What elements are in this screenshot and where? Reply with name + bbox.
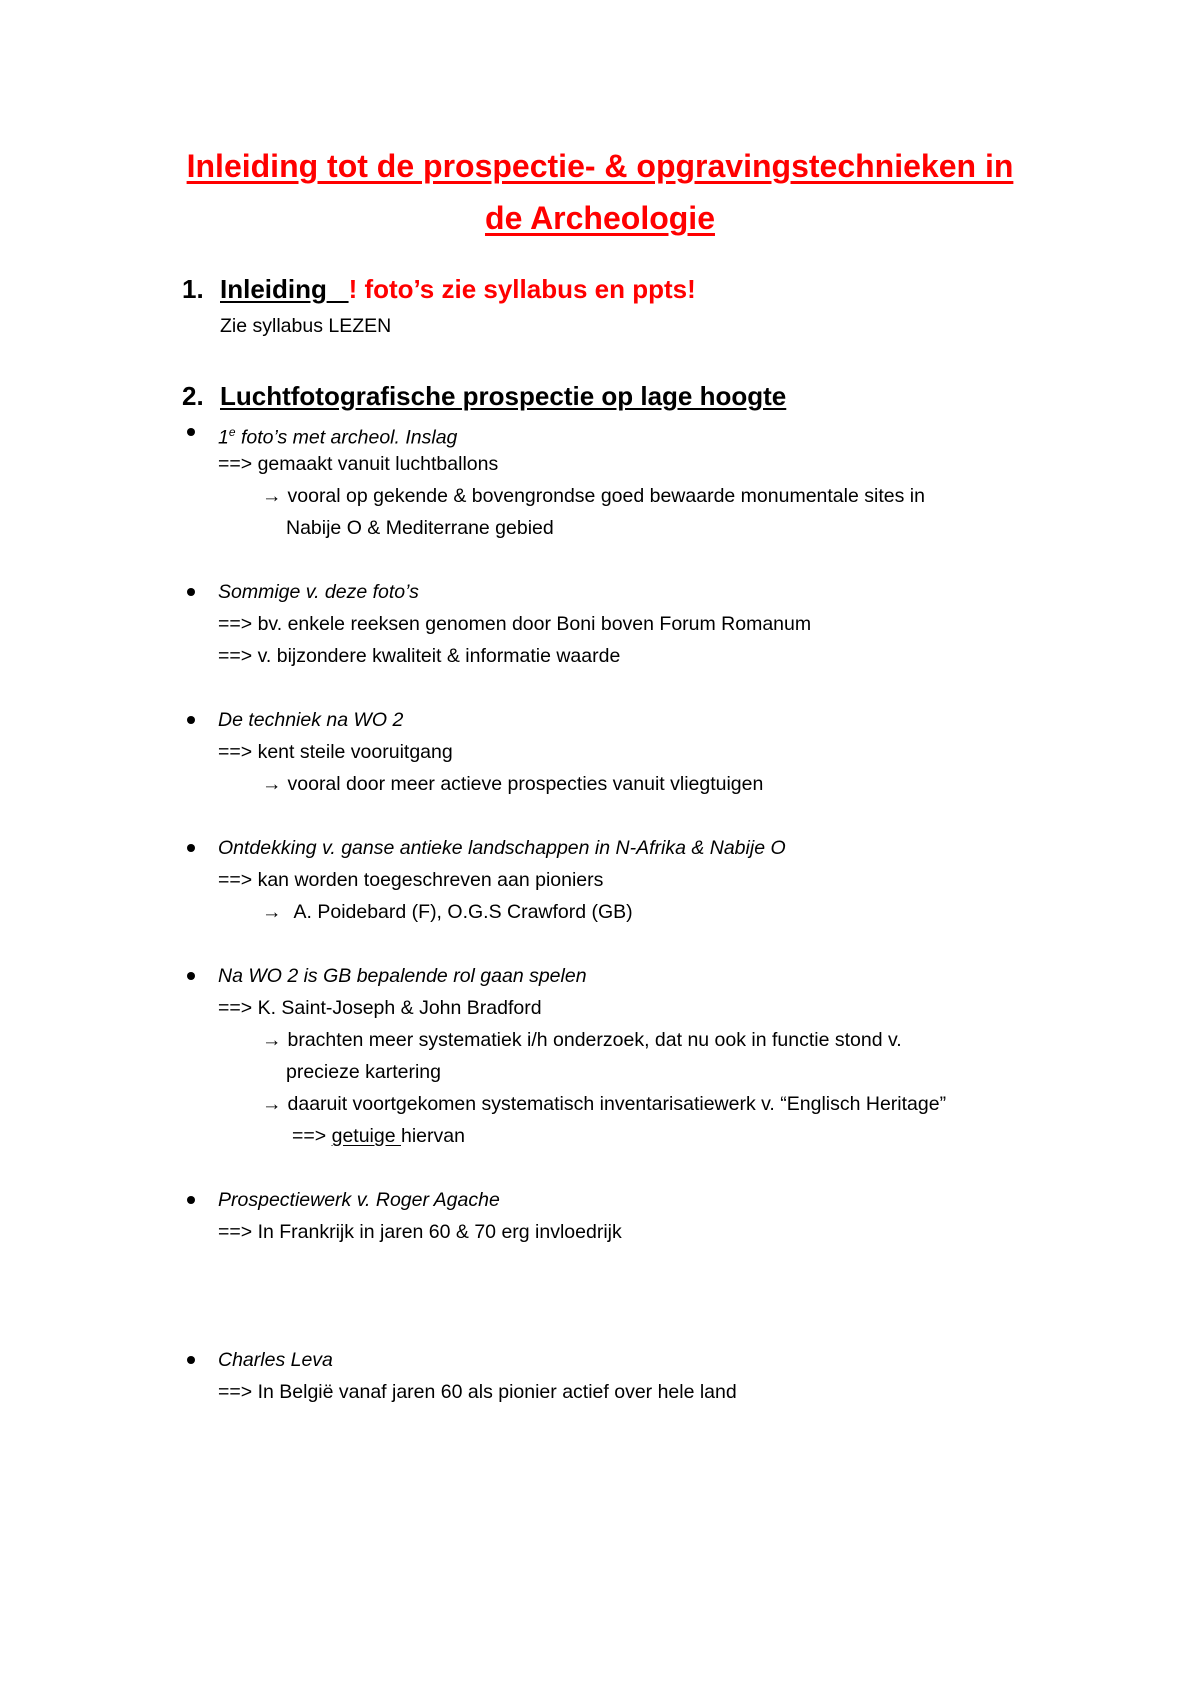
- bullet-4-title: Ontdekking v. ganse antieke landschappen in N-Afrika & Nabije O: [218, 837, 786, 859]
- bullet-1-line-1: ==> gemaakt vanuit luchtballons: [218, 453, 499, 475]
- section-1-body: Zie syllabus LEZEN: [220, 315, 392, 337]
- bullet-7-title: Charles Leva: [218, 1349, 333, 1371]
- bullet-4-line-1: ==> kan worden toegeschreven aan pioniers: [218, 869, 604, 891]
- bullet-dot-icon: [187, 844, 195, 852]
- bullet-dot-icon: [187, 716, 195, 724]
- right-arrow-icon: →: [262, 485, 282, 507]
- bullet-2-title: Sommige v. deze foto’s: [218, 581, 419, 603]
- bullet-1-title: 1e foto’s met archeol. Inslag: [218, 425, 458, 449]
- bullet-3-title: De techniek na WO 2: [218, 709, 404, 731]
- bullet-7-line-1: ==> In België vanaf jaren 60 als pionier actief over hele land: [218, 1381, 737, 1403]
- section-1-title: Inleiding: [220, 274, 327, 304]
- bullet-dot-icon: [187, 428, 195, 436]
- document-title-line-1: Inleiding tot de prospectie- & opgravingstechnieken in: [186, 148, 1014, 184]
- right-arrow-icon: →: [262, 901, 282, 923]
- right-arrow-icon: →: [262, 1029, 282, 1051]
- bullet-5-line-4: → daaruit voortgekomen systematisch inventarisatiewerk v. “Englisch Heritage”: [262, 1093, 947, 1115]
- right-arrow-icon: →: [262, 773, 282, 795]
- bullet-5-line-1: ==> K. Saint-Joseph & John Bradford: [218, 997, 542, 1019]
- bullet-6-title: Prospectiewerk v. Roger Agache: [218, 1189, 500, 1211]
- bullet-2-line-1: ==> bv. enkele reeksen genomen door Boni boven Forum Romanum: [218, 613, 812, 635]
- section-2-number: 2.: [182, 381, 204, 411]
- bullet-1-line-2: → vooral op gekende & bovengrondse goed bewaarde monumentale sites in: [262, 485, 925, 507]
- right-arrow-icon: →: [262, 1093, 282, 1115]
- underlined-word: getuige: [331, 1125, 401, 1147]
- bullet-5-line-5: ==> getuige hiervan: [292, 1125, 465, 1147]
- bullet-5-line-2: → brachten meer systematiek i/h onderzoek, dat nu ook in functie stond v.: [262, 1029, 902, 1051]
- bullet-5-line-3: precieze kartering: [286, 1061, 441, 1083]
- bullet-dot-icon: [187, 588, 195, 596]
- bullet-3-line-1: ==> kent steile vooruitgang: [218, 741, 453, 763]
- section-2-heading: [182, 379, 786, 413]
- bullet-5-title: Na WO 2 is GB bepalende rol gaan spelen: [218, 965, 587, 987]
- bullet-dot-icon: [187, 1356, 195, 1364]
- document-title-line-2: de Archeologie: [485, 200, 715, 236]
- bullet-2-line-2: ==> v. bijzondere kwaliteit & informatie waarde: [218, 645, 621, 667]
- bullet-dot-icon: [187, 1196, 195, 1204]
- bullet-4-line-2: → A. Poidebard (F), O.G.S Crawford (GB): [262, 901, 633, 923]
- bullet-6-line-1: ==> In Frankrijk in jaren 60 & 70 erg invloedrijk: [218, 1221, 622, 1243]
- section-2-title: Luchtfotografische prospectie op lage hoogte: [220, 381, 787, 411]
- section-1-number: 1.: [182, 274, 204, 304]
- section-1-note: ! foto’s zie syllabus en ppts!: [348, 274, 696, 304]
- bullet-3-line-2: → vooral door meer actieve prospecties vanuit vliegtuigen: [262, 773, 764, 795]
- section-1-heading: [182, 272, 696, 306]
- bullet-1-line-3: Nabije O & Mediterrane gebied: [286, 517, 554, 539]
- bullet-dot-icon: [187, 972, 195, 980]
